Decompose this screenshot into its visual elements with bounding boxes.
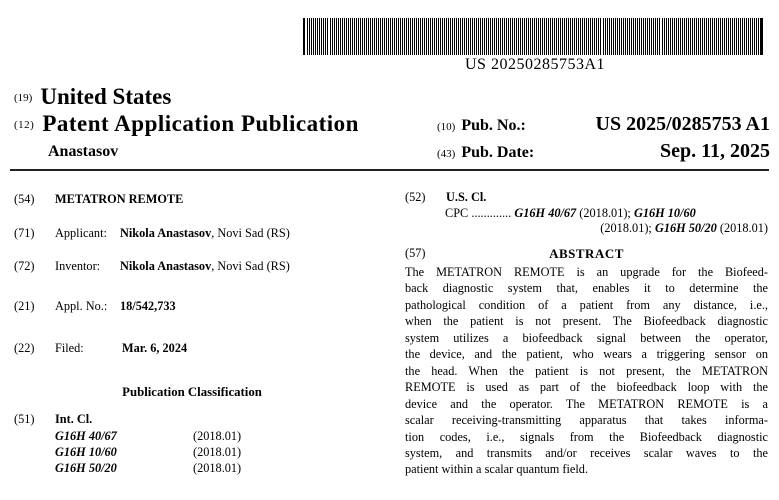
header-author: Anastasov — [48, 143, 119, 160]
cpc-label: CPC — [445, 206, 469, 220]
int-cl-date: (2018.01) — [193, 429, 242, 443]
section-51-int-cl — [14, 412, 376, 475]
filed-value: Mar. 6, 2024 — [122, 341, 188, 355]
barcode-block — [303, 18, 767, 74]
int-cl-label: Int. Cl. — [55, 412, 93, 426]
barcode-text: US 20250285753A1 — [464, 56, 605, 73]
field-51-num: (51) — [14, 412, 35, 426]
field-72-num: (72) — [14, 259, 35, 273]
filed-label: Filed: — [55, 341, 84, 355]
kind-code-10: (10) — [437, 121, 456, 133]
int-cl-code: G16H 40/67 — [55, 429, 117, 443]
kind-code-12: (12) — [14, 119, 35, 131]
abstract-line: tion codes, i.e., signals from the Biofeedback diagnostic — [405, 429, 768, 444]
abstract-line: device and the operator. The METATRON REMOTE is a — [405, 396, 768, 411]
cpc-line-1 — [445, 206, 768, 221]
publication-classification-heading: Publication Classification — [122, 385, 262, 399]
header-doc-type-line — [14, 111, 359, 137]
int-cl-entry — [14, 429, 376, 445]
int-cl-date: (2018.01) — [193, 461, 242, 475]
abstract-line: pathological condition of a patient from any distance, i.e., — [405, 297, 768, 312]
abstract-line: The METATRON REMOTE is an upgrade for the Biofeed- — [405, 265, 768, 279]
cpc-paren-1: (2018.01); — [579, 206, 631, 220]
pub-no-value: US 2025/0285753 A1 — [595, 113, 770, 135]
applicant-rest: , Novi Sad (RS) — [211, 226, 290, 240]
int-cl-entry — [14, 445, 376, 461]
int-cl-code: G16H 50/20 — [55, 461, 117, 475]
cpc-paren-2: (2018.01); — [600, 221, 652, 235]
abstract-line: back diagnostic system that, enables it to determine the — [405, 281, 768, 296]
cpc-code-3: G16H 50/20 — [654, 221, 717, 235]
section-57-abstract-heading — [405, 246, 768, 262]
inventor-rest: , Novi Sad (RS) — [211, 259, 290, 273]
int-cl-code: G16H 10/60 — [55, 445, 117, 459]
abstract-paragraph — [405, 264, 768, 478]
field-57-num: (57) — [405, 246, 426, 260]
country-name: United States — [40, 84, 172, 109]
abstract-line: system utilizes a biofeedback signal between the operator, — [405, 330, 768, 345]
pub-date-label: Pub. Date: — [461, 144, 535, 161]
kind-code-19: (19) — [14, 92, 33, 104]
int-cl-entry — [14, 461, 376, 477]
us-cl-label: U.S. Cl. — [446, 190, 487, 204]
header-divider — [10, 169, 769, 171]
appl-no-label: Appl. No.: — [55, 299, 108, 313]
field-54-num: (54) — [14, 192, 35, 206]
pub-no-label: Pub. No.: — [461, 117, 526, 134]
barcode-icon — [303, 18, 767, 55]
abstract-line: REMOTE is used as part of the biofeedback loop with the — [405, 380, 768, 395]
cpc-dots: ............. — [471, 206, 512, 220]
applicant-value — [120, 226, 290, 241]
abstract-line: the device, and the patient, who wears a triggering sensor on — [405, 347, 768, 362]
applicant-label: Applicant: — [55, 226, 107, 240]
field-22-num: (22) — [14, 341, 35, 355]
int-cl-entries — [14, 429, 376, 477]
field-71-num: (71) — [14, 226, 35, 240]
inventor-label: Inventor: — [55, 259, 101, 273]
header-country-line — [14, 84, 171, 110]
cpc-paren-3: (2018.01) — [719, 221, 768, 235]
applicant-name: Nikola Anastasov — [120, 226, 212, 240]
field-52-num: (52) — [405, 190, 426, 204]
cpc-line-2 — [405, 221, 768, 236]
header-pub-info — [437, 112, 770, 166]
int-cl-date: (2018.01) — [193, 445, 242, 459]
abstract-line: when the patient is not present. The Biofeedback diagnostic — [405, 314, 768, 329]
abstract-line-last: patient within a scalar quantum field. — [405, 462, 589, 477]
pub-no-row — [437, 112, 770, 139]
abstract-heading: ABSTRACT — [549, 246, 624, 261]
inventor-name: Nikola Anastasov — [120, 259, 212, 273]
abstract-line: system, and transmits and/or receives scalar waves to the — [405, 445, 768, 460]
invention-title: METATRON REMOTE — [55, 192, 184, 206]
inventor-value — [120, 259, 290, 274]
cpc-code-2: G16H 10/60 — [633, 206, 696, 220]
abstract-line: scalar receiving-transmitting apparatus that takes informa- — [405, 413, 768, 428]
kind-code-43: (43) — [437, 148, 456, 160]
field-21-num: (21) — [14, 299, 35, 313]
abstract-line: the head. When the patient is not present, the METATRON — [405, 363, 768, 378]
pub-date-row — [437, 139, 770, 166]
cpc-code-1: G16H 40/67 — [514, 206, 577, 220]
appl-no-value: 18/542,733 — [120, 299, 176, 313]
pub-date-value: Sep. 11, 2025 — [659, 140, 770, 162]
doc-type: Patent Application Publication — [42, 111, 359, 136]
